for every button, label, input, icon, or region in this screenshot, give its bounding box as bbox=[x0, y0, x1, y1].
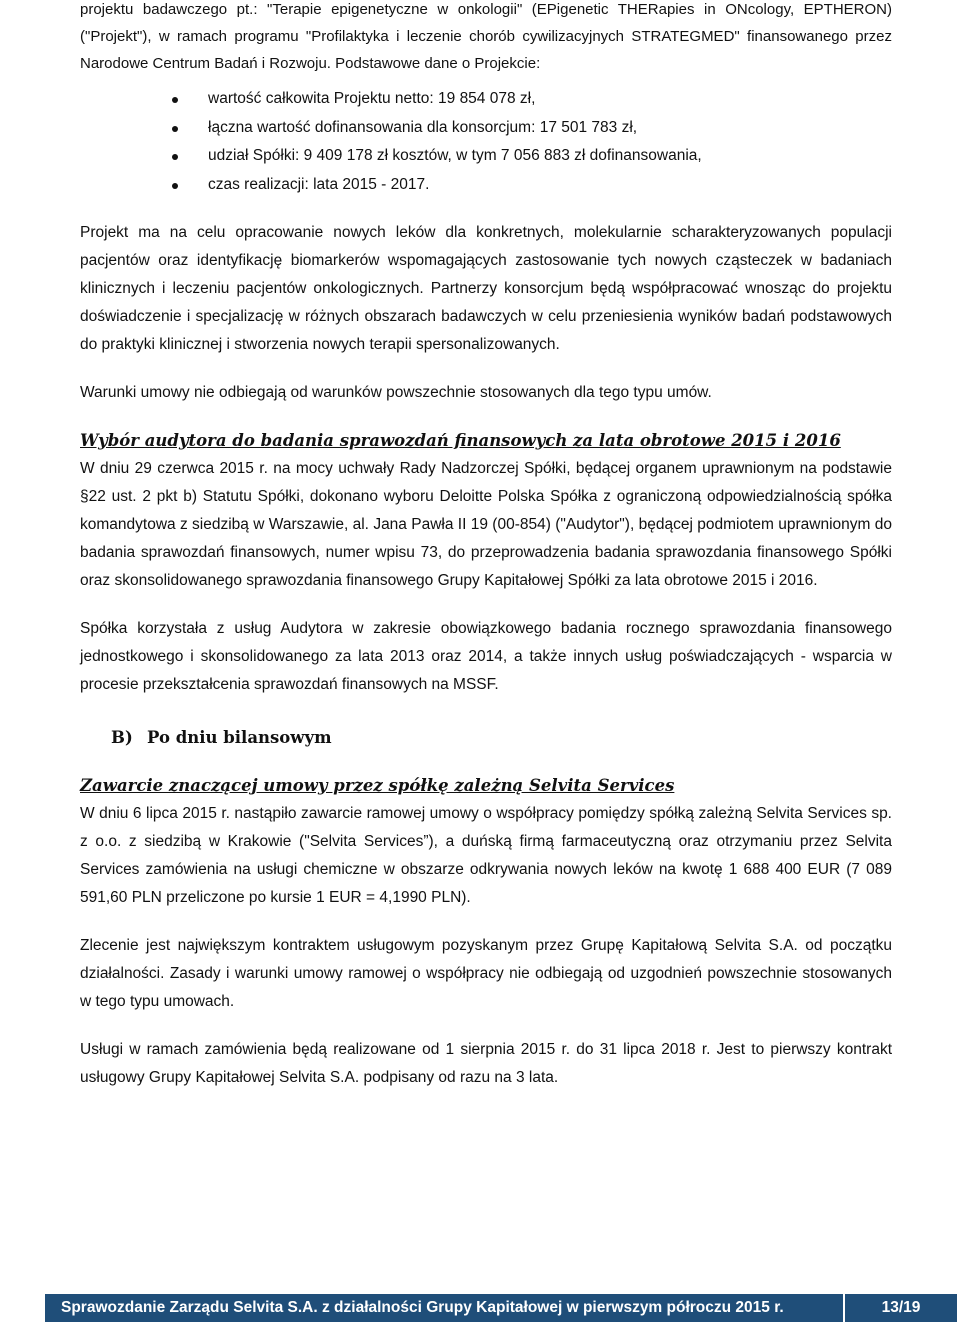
page-footer bbox=[45, 1294, 957, 1322]
list-item: czas realizacji: lata 2015 - 2017. bbox=[208, 171, 892, 200]
page-number: 13/19 bbox=[881, 1299, 921, 1316]
intro-paragraph: projektu badawczego pt.: "Terapie epigenetyczne w onkologii" (EPigenetic THERapies in ONcology, EPTHERON) ("Projekt"), w ramach programu "Profilaktyka i leczenie chorób cywilizacyjnych STRATEGMED" finansowanego przez Narodowe Centrum Badań i Rozwoju. Podstawowe dane o Projekcie: bbox=[80, 1, 892, 72]
project-data-list bbox=[80, 85, 892, 199]
service-period-paragraph: Usługi w ramach zamówienia będą realizowane od 1 sierpnia 2015 r. do 31 lipca 2018 r. Jest to pierwszy kontrakt usługowy Grupy Kapitałowej Selvita S.A. podpisany od razu na 3 lata. bbox=[80, 1041, 892, 1086]
auditor-heading: Wybór audytora do badania sprawozdań finansowych za lata obrotowe 2015 i 2016 bbox=[80, 431, 841, 450]
contract-terms-paragraph: Warunki umowy nie odbiegają od warunków powszechnie stosowanych dla tego typu umów. bbox=[80, 384, 712, 401]
list-item: wartość całkowita Projektu netto: 19 854 078 zł, bbox=[208, 85, 892, 114]
document-body bbox=[80, 0, 892, 1092]
section-b-heading bbox=[80, 724, 892, 752]
largest-contract-paragraph: Zlecenie jest największym kontraktem usługowym pozyskanym przez Grupę Kapitałową Selvita S.A. od początku działalności. Zasady i warunki umowy ramowej o współpracy nie odbiegają od uzgodnień powszechnie stosowanych w tego typu umowach. bbox=[80, 937, 892, 1010]
selvita-contract-paragraph: W dniu 6 lipca 2015 r. nastąpiło zawarcie ramowej umowy o współpracy pomiędzy spółką zależną Selvita Services sp. z o.o. z siedzibą w Krakowie ("Selvita Services”), a duńską firmą farmaceutyczną oraz otrzymaniu przez Selvita Services zamówienia na usługi chemiczne w obszarze odkrywania nowych leków na kwotę 1 688 400 EUR (7 089 591,60 PLN przeliczone po kursie 1 EUR = 4,1990 PLN). bbox=[80, 805, 892, 906]
selvita-contract-heading: Zawarcie znaczącej umowy przez spółkę zależną Selvita Services bbox=[80, 776, 675, 795]
auditor-paragraph: W dniu 29 czerwca 2015 r. na mocy uchwały Rady Nadzorczej Spółki, będącej organem uprawnionym na podstawie §22 ust. 2 pkt b) Statutu Spółki, dokonano wyboru Deloitte Polska Spółka z ograniczoną odpowiedzialnością spółka komandytowa z siedzibą w Warszawie, al. Jana Pawła II 19 (00-854) ("Audytor"), będącej podmiotem uprawnionym do badania sprawozdań finansowych, numer wpisu 73, do przeprowadzenia badania sprawozdania finansowego Spółki oraz skonsolidowanego sprawozdania finansowego Grupy Kapitałowej Spółki za lata obrotowe 2015 i 2016. bbox=[80, 460, 892, 589]
list-item: łączna wartość dofinansowania dla konsorcjum: 17 501 783 zł, bbox=[208, 114, 892, 143]
project-goal-paragraph: Projekt ma na celu opracowanie nowych leków dla konkretnych, molekularnie scharakteryzowanych populacji pacjentów oraz identyfikację biomarkerów wspomagających zastosowanie tych nowych cząsteczek w badaniach klinicznych i leczeniu pacjentów onkologicznych. Partnerzy konsorcjum będą współpracować wnosząc do projektu doświadczenie i specjalizację w różnych obszarach badawczych w celu przeniesienia wyników badań podstawowych do praktyki klinicznej i stworzenia nowych terapii spersonalizowanych. bbox=[80, 224, 892, 353]
auditor-services-paragraph: Spółka korzystała z usług Audytora w zakresie obowiązkowego badania rocznego sprawozdania finansowego jednostkowego i skonsolidowanego za lata 2013 oraz 2014, a także innych usług poświadczających - wsparcia w procesie przekształcenia sprawozdań finansowych na MSSF. bbox=[80, 620, 892, 693]
footer-title: Sprawozdanie Zarządu Selvita S.A. z działalności Grupy Kapitałowej w pierwszym półroczu 2015 r. bbox=[61, 1299, 784, 1316]
section-b-title: Po dniu bilansowym bbox=[147, 728, 332, 747]
list-item: udział Spółki: 9 409 178 zł kosztów, w tym 7 056 883 zł dofinansowania, bbox=[208, 142, 892, 171]
section-b-label: B) bbox=[111, 728, 133, 747]
